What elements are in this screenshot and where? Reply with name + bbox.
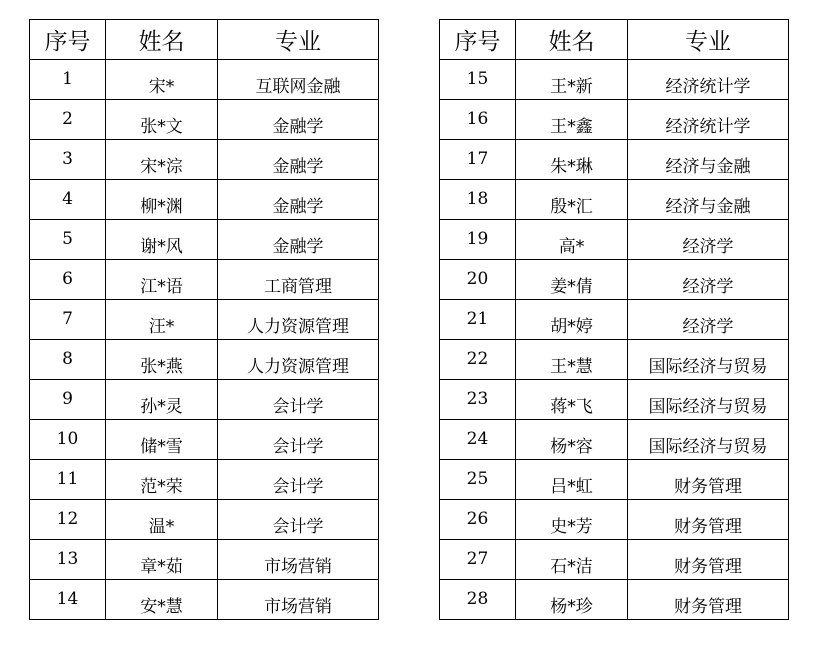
- table-row: [440, 460, 789, 500]
- header-row: [440, 20, 789, 60]
- student-name: 吕*虹: [516, 460, 628, 500]
- student-major: 市场营销: [218, 580, 379, 620]
- header-major: 专业: [218, 20, 379, 60]
- table-row: [440, 540, 789, 580]
- student-major: 金融学: [218, 180, 379, 220]
- row-index: 20: [440, 260, 516, 300]
- table-row: [440, 220, 789, 260]
- student-major: 人力资源管理: [218, 300, 379, 340]
- student-major: 金融学: [218, 140, 379, 180]
- student-table-left: [29, 19, 379, 620]
- student-major: 经济学: [628, 300, 789, 340]
- row-index: 27: [440, 540, 516, 580]
- row-index: 6: [30, 260, 106, 300]
- student-name: 范*荣: [106, 460, 218, 500]
- student-name: 张*燕: [106, 340, 218, 380]
- student-name: 温*: [106, 500, 218, 540]
- row-index: 21: [440, 300, 516, 340]
- student-major: 国际经济与贸易: [628, 340, 789, 380]
- row-index: 12: [30, 500, 106, 540]
- student-major: 财务管理: [628, 580, 789, 620]
- table-body-left: [30, 60, 379, 620]
- table-row: [30, 300, 379, 340]
- table-row: [30, 100, 379, 140]
- header-index: 序号: [440, 20, 516, 60]
- row-index: 24: [440, 420, 516, 460]
- row-index: 15: [440, 60, 516, 100]
- student-major: 国际经济与贸易: [628, 420, 789, 460]
- row-index: 3: [30, 140, 106, 180]
- student-major: 财务管理: [628, 540, 789, 580]
- row-index: 17: [440, 140, 516, 180]
- student-major: 市场营销: [218, 540, 379, 580]
- student-major: 金融学: [218, 220, 379, 260]
- row-index: 2: [30, 100, 106, 140]
- student-name: 王*鑫: [516, 100, 628, 140]
- row-index: 28: [440, 580, 516, 620]
- table-row: [440, 420, 789, 460]
- table-row: [440, 100, 789, 140]
- row-index: 16: [440, 100, 516, 140]
- student-major: 会计学: [218, 460, 379, 500]
- student-name: 柳*渊: [106, 180, 218, 220]
- student-major: 经济学: [628, 260, 789, 300]
- row-index: 10: [30, 420, 106, 460]
- row-index: 9: [30, 380, 106, 420]
- row-index: 18: [440, 180, 516, 220]
- student-name: 杨*容: [516, 420, 628, 460]
- student-name: 史*芳: [516, 500, 628, 540]
- student-name: 殷*汇: [516, 180, 628, 220]
- table-row: [30, 540, 379, 580]
- table-row: [440, 140, 789, 180]
- student-name: 王*新: [516, 60, 628, 100]
- student-name: 石*洁: [516, 540, 628, 580]
- row-index: 19: [440, 220, 516, 260]
- row-index: 7: [30, 300, 106, 340]
- student-name: 汪*: [106, 300, 218, 340]
- row-index: 26: [440, 500, 516, 540]
- student-name: 宋*: [106, 60, 218, 100]
- student-major: 经济与金融: [628, 180, 789, 220]
- row-index: 22: [440, 340, 516, 380]
- student-major: 经济统计学: [628, 100, 789, 140]
- student-name: 安*慧: [106, 580, 218, 620]
- student-major: 金融学: [218, 100, 379, 140]
- student-name: 谢*风: [106, 220, 218, 260]
- header-index: 序号: [30, 20, 106, 60]
- student-name: 宋*淙: [106, 140, 218, 180]
- table-row: [440, 60, 789, 100]
- student-major: 经济与金融: [628, 140, 789, 180]
- table-row: [30, 340, 379, 380]
- row-index: 11: [30, 460, 106, 500]
- student-major: 互联网金融: [218, 60, 379, 100]
- header-major: 专业: [628, 20, 789, 60]
- student-major: 经济学: [628, 220, 789, 260]
- table-row: [440, 180, 789, 220]
- student-name: 蒋*飞: [516, 380, 628, 420]
- student-major: 会计学: [218, 420, 379, 460]
- student-name: 江*语: [106, 260, 218, 300]
- student-major: 会计学: [218, 380, 379, 420]
- student-name: 高*: [516, 220, 628, 260]
- student-major: 财务管理: [628, 460, 789, 500]
- student-major: 工商管理: [218, 260, 379, 300]
- table-row: [30, 180, 379, 220]
- table-row: [440, 340, 789, 380]
- table-row: [30, 500, 379, 540]
- table-row: [30, 580, 379, 620]
- row-index: 14: [30, 580, 106, 620]
- table-row: [440, 580, 789, 620]
- table-row: [30, 220, 379, 260]
- student-major: 经济统计学: [628, 60, 789, 100]
- row-index: 5: [30, 220, 106, 260]
- table-row: [440, 380, 789, 420]
- row-index: 4: [30, 180, 106, 220]
- table-row: [440, 260, 789, 300]
- student-name: 张*文: [106, 100, 218, 140]
- student-name: 章*茹: [106, 540, 218, 580]
- table-row: [30, 140, 379, 180]
- header-name: 姓名: [106, 20, 218, 60]
- header-row: [30, 20, 379, 60]
- table-row: [30, 460, 379, 500]
- student-major: 会计学: [218, 500, 379, 540]
- student-name: 胡*婷: [516, 300, 628, 340]
- table-body-right: [440, 60, 789, 620]
- table-row: [30, 60, 379, 100]
- table-row: [440, 500, 789, 540]
- student-name: 储*雪: [106, 420, 218, 460]
- header-name: 姓名: [516, 20, 628, 60]
- student-name: 王*慧: [516, 340, 628, 380]
- student-major: 人力资源管理: [218, 340, 379, 380]
- table-row: [440, 300, 789, 340]
- row-index: 23: [440, 380, 516, 420]
- student-major: 财务管理: [628, 500, 789, 540]
- student-name: 杨*珍: [516, 580, 628, 620]
- student-table-right: [439, 19, 789, 620]
- row-index: 1: [30, 60, 106, 100]
- row-index: 13: [30, 540, 106, 580]
- student-major: 国际经济与贸易: [628, 380, 789, 420]
- row-index: 8: [30, 340, 106, 380]
- table-row: [30, 260, 379, 300]
- row-index: 25: [440, 460, 516, 500]
- student-name: 孙*灵: [106, 380, 218, 420]
- table-row: [30, 380, 379, 420]
- student-name: 朱*琳: [516, 140, 628, 180]
- student-name: 姜*倩: [516, 260, 628, 300]
- table-row: [30, 420, 379, 460]
